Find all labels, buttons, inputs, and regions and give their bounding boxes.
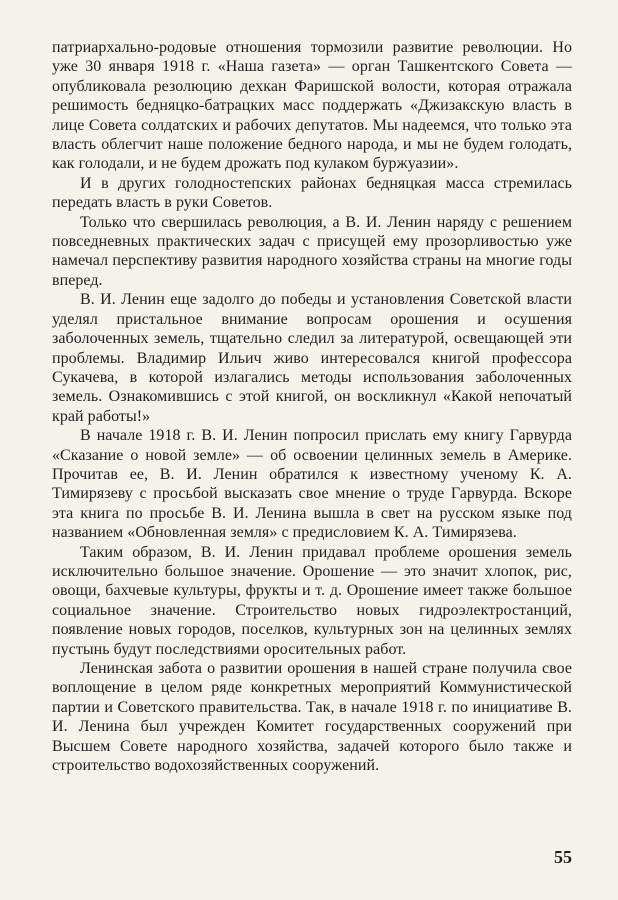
paragraph-2: И в других голодностепских районах бедняцкая масса стремилась передать власть в руки Советов. (52, 174, 572, 212)
body-text (52, 38, 572, 775)
paragraph-6: Таким образом, В. И. Ленин придавал проблеме орошения земель исключительно большое значение. Орошение — это значит хлопок, рис, овощи, бахчевые культуры, фрукты и т. д. Орошение имеет также большое социальное значение. Строительство новых гидроэлектростанций, появление новых городов, поселков, культурных зон на целинных землях пустынь будут последствиями оросительных работ. (52, 543, 572, 658)
paragraph-5: В начале 1918 г. В. И. Ленин попросил прислать ему книгу Гарвурда «Сказание о новой земле» — об освоении целинных земель в Америке. Прочитав ее, В. И. Ленин обратился к известному ученому К. А. Тимирязеву с просьбой высказать свое мнение о труде Гарвурда. Вскоре эта книга по просьбе В. И. Ленина вышла в свет на русском языке под названием «Обновленная земля» с предисловием К. А. Тимирязева. (52, 427, 572, 542)
paragraph-4: В. И. Ленин еще задолго до победы и установления Советской власти уделял пристальное внимание вопросам орошения и осушения заболоченных земель, тщательно следил за литературой, освещающей эти проблемы. Владимир Ильич живо интересовался книгой профессора Сукачева, в которой излагались методы использования заболоченных земель. Ознакомившись с этой книгой, он воскликнул «Какой непочатый край работы!» (52, 291, 572, 425)
paragraph-7: Ленинская забота о развитии орошения в нашей стране получила свое воплощение в целом ряде конкретных мероприятий Коммунистической партии и Советского правительства. Так, в начале 1918 г. по инициативе В. И. Ленина был учрежден Комитет государственных сооружений при Высшем Совете народного хозяйства, задачей которого было также и строительство водохозяйственных сооружений. (52, 660, 572, 775)
page-number: 55 (554, 847, 572, 867)
paragraph-1: патриархально-родовые отношения тормозили развитие революции. Но уже 30 января 1918 г. «Наша газета» — орган Ташкентского Совета — опубликовала резолюцию дехкан Фаришской волости, которая отражала решимость бедняцко-батрацких масс поддержать «Джизакскую власть в лице Совета солдатских и рабочих депутатов. Мы надеемся, что только эта власть облегчит наше положение бедного народа, и мы не будем голодать, как голодали, и не будем дрожать под кулаком буржуазии». (52, 39, 572, 173)
paragraph-3: Только что свершилась революция, а В. И. Ленин наряду с решением повседневных практических задач с присущей ему прозорливостью уже намечал перспективу развития народного хозяйства страны на многие годы вперед. (52, 213, 572, 289)
